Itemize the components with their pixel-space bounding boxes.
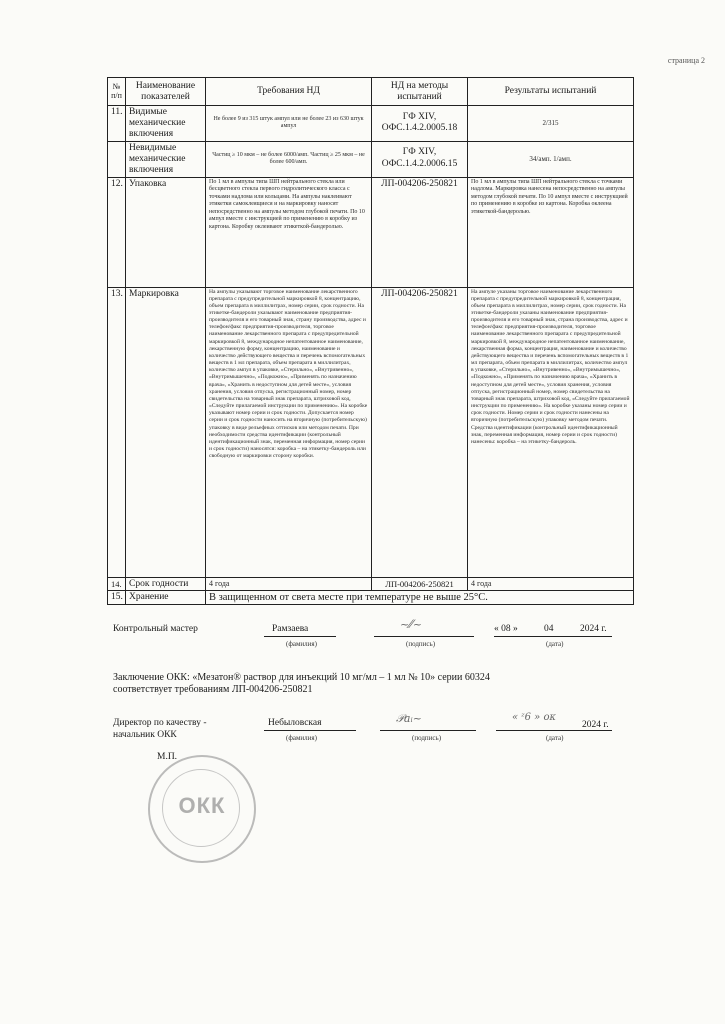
row-num: 15. <box>108 591 126 605</box>
row-requirements: Частиц ≥ 10 мкм – не более 6000/амп. Частиц ≥ 25 мкм – не более 600/амп. <box>206 141 372 177</box>
controller-name-caption: (фамилия) <box>286 640 317 648</box>
row-nd: ЛП-004206-250821 <box>372 287 468 577</box>
row-result: На ампуле указаны торговое наименование лекарственного препарата с предупредительной маркировкой 8, концентрация, объем препарата в миллилитрах, номер серии, срок годности. На этикетке-бандероли указаны наименование предприятия-производителя и его товарный знак, страна производства, адрес и телефон/факс предприятия-производителя, торговое наименование лекарственного препарата с предупредительной маркировкой 8, международное непатентованное наименование, лекарственная форма, концентрация, наименование и количество действующего вещества и перечень вспомогательных веществ в 1 мл препарата, объем препарата в миллилитрах, количество ампул в упаковке, «Стерильно», «Внутривенно», «Внутримышечно», «Подкожно», «Применять по назначению врача», «Хранить в недоступном для детей месте», условия хранения, условия отпуска, регистрационный номер, номер свидетельства на товарный знак препарата, штриховой код, «Следуйте прилагаемой инструкции по применению». На коробке указаны номер серии и срок годности. Номер серии и срок годности нанесены на вторичную (потребительскую) упаковку методом печати. Средства идентификации (контрольный идентификационный знак, переменная информация, номер серии и срок годности) нанесены: коробка – на этикетку-бандероль. <box>468 287 634 577</box>
row-name: Видимые механические включения <box>126 106 206 142</box>
row-requirements: 4 года <box>206 577 372 591</box>
row-num: 12. <box>108 177 126 287</box>
controller-date-month: 04 <box>544 624 554 634</box>
table-row <box>108 287 634 577</box>
header-nd-methods: НД на методы испытаний <box>372 78 468 106</box>
controller-date-day: « 08 » <box>494 624 518 634</box>
row-name: Хранение <box>126 591 206 605</box>
conclusion-line-1: Заключение ОКК: «Мезатон® раствор для инъекций 10 мг/мл – 1 мл № 10» серии 60324 <box>113 672 490 683</box>
page-number: страница 2 <box>667 56 705 65</box>
director-role-line-1: Директор по качеству - <box>113 718 207 728</box>
controller-sign-caption: (подпись) <box>406 640 436 648</box>
row-nd: ЛП-004206-250821 <box>372 177 468 287</box>
director-handwritten-date: « ᶻ6 » ᴏᴋ <box>512 712 556 723</box>
table-row <box>108 141 634 177</box>
table-row <box>108 177 634 287</box>
header-results: Результаты испытаний <box>468 78 634 106</box>
row-requirements: На ампулы указывают торговое наименование лекарственного препарата с предупредительной маркировкой 8, концентрацию, объем препарата в миллилитрах, номер серии, срок годности. На этикетке-бандероли указывают наименование предприятия-производителя и его товарный знак, страну производства, адрес и телефон/факс предприятия-производителя, торговое наименование лекарственного препарата с предупредительной маркировкой 8, международное непатентованное наименование, лекарственную форму, концентрацию, наименование и количество действующего вещества и перечень вспомогательных веществ в 1 мл препарата, объем препарата в миллилитрах, количество ампул в упаковке, «Стерильно», «Внутривенно», «Внутримышечно», «Подкожно», «Применять по назначению врача», «Хранить в недоступном для детей месте», условия хранения, условия отпуска, регистрационный номер, номер свидетельства на товарный знак препарата, штриховой код, «Следуйте прилагаемой инструкции по применению». На коробке указывают номер серии и срок годности. Допускается номер серии и срок годности наносить на вторичную (потребительскую) упаковку в виде рельефных оттисков или методом печати. При необходимости средства идентификации (контрольный идентификационный знак, переменная информация, номер серии и срок годности) наносятся: коробка – на этикетку-бандероль или свободную от маркировки сторону коробки. <box>206 287 372 577</box>
stamp-okk-text: ОКК <box>178 793 226 818</box>
header-name: Наименование показателей <box>126 78 206 106</box>
controller-date-caption: (дата) <box>546 640 564 648</box>
stamp-mp-label: М.П. <box>157 752 178 762</box>
row-num: 11. <box>108 106 126 142</box>
row-nd: ЛП-004206-250821 <box>372 577 468 591</box>
director-date-year: 2024 г. <box>582 720 609 730</box>
row-nd: ГФ XIV, ОФС.1.4.2.0005.18 <box>372 106 468 142</box>
controller-role: Контрольный мастер <box>113 624 198 634</box>
controller-signature: ~⁄⁄~ <box>400 618 423 631</box>
director-sign-caption: (подпись) <box>412 734 442 742</box>
row-num: 13. <box>108 287 126 577</box>
row-storage-conditions: В защищенном от света месте при температуре не выше 25°С. <box>206 591 634 605</box>
row-result: 4 года <box>468 577 634 591</box>
table-row <box>108 577 634 591</box>
director-signature: 𝒫aᵢ~ <box>396 712 422 725</box>
director-name: Небыловская <box>268 718 322 728</box>
table-row <box>108 106 634 142</box>
row-name: Упаковка <box>126 177 206 287</box>
row-name: Срок годности <box>126 577 206 591</box>
row-name: Невидимые механические включения <box>126 141 206 177</box>
row-requirements: По 1 мл в ампулы типа ШП нейтрального стекла или бесцветного стекла первого гидролитического класса с точками надлома или кольцами. На ампулы наклеивают этикетки самоклеящиеся и на маркировку наносят непосредственно на ампулы методом глубокой печати. По 10 ампул вместе с инструкцией по применению в коробку из картона. Коробку оклеивают этикеткой-бандеролью. <box>206 177 372 287</box>
director-date-caption: (дата) <box>546 734 564 742</box>
row-result: По 1 мл в ампулы типа ШП нейтрального стекла с точками надлома. Маркировка нанесена непосредственно на ампулы методом глубокой печати. По 10 ампул вместе с инструкцией по применению в коробке из картона. Коробка оклеена этикеткой-бандеролью. <box>468 177 634 287</box>
table-row <box>108 591 634 605</box>
table-header-row <box>108 78 634 106</box>
row-result: 34/амп. 1/амп. <box>468 141 634 177</box>
test-results-table <box>107 77 634 605</box>
header-num: № п/п <box>108 78 126 106</box>
controller-name: Рамзаева <box>272 624 309 634</box>
controller-date-year: 2024 г. <box>580 624 607 634</box>
row-nd: ГФ XIV, ОФС.1.4.2.0006.15 <box>372 141 468 177</box>
row-name: Маркировка <box>126 287 206 577</box>
okk-stamp <box>148 755 256 863</box>
director-name-caption: (фамилия) <box>286 734 317 742</box>
conclusion-line-2: соответствует требованиям ЛП-004206-250821 <box>113 684 313 695</box>
row-num: 14. <box>108 577 126 591</box>
row-result: 2/315 <box>468 106 634 142</box>
director-role-line-2: начальник ОКК <box>113 730 177 740</box>
header-requirements: Требования НД <box>206 78 372 106</box>
row-requirements: Не более 9 из 315 штук ампул или не более 23 из 630 штук ампул <box>206 106 372 142</box>
row-num <box>108 141 126 177</box>
